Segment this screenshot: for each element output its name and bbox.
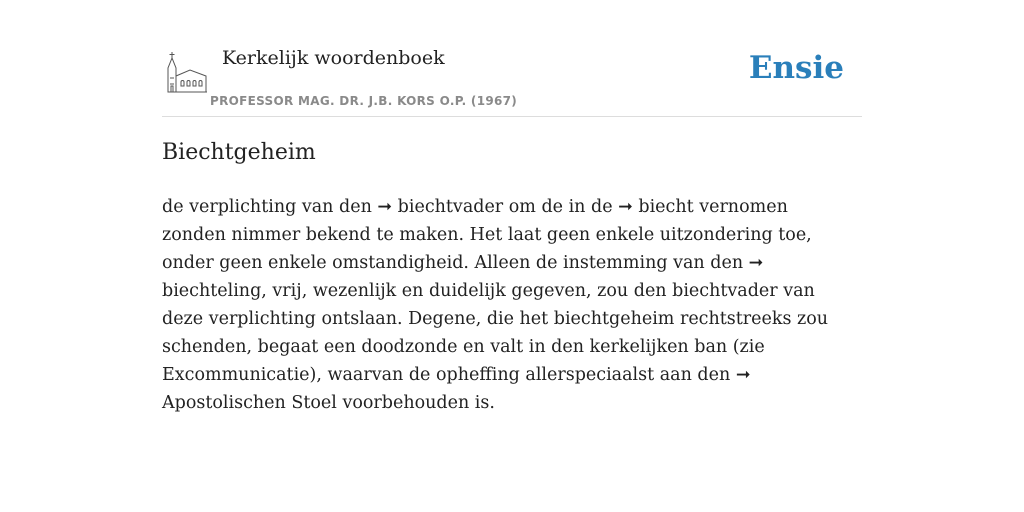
link-label: biechteling	[162, 281, 262, 301]
link-label: biechtvader	[397, 197, 504, 217]
book-title[interactable]: Kerkelijk woordenboek	[222, 47, 445, 69]
author-line: PROFESSOR MAG. DR. J.B. KORS O.P. (1967)	[210, 94, 518, 108]
entry-title: Biechtgeheim	[162, 140, 316, 165]
arrow-icon: ➞	[618, 197, 633, 217]
definition-text: voorbehouden is.	[336, 393, 495, 413]
link-label: Apostolischen Stoel	[162, 393, 337, 413]
link-biecht[interactable]	[618, 197, 694, 217]
arrow-icon: ➞	[377, 197, 393, 217]
church-icon	[166, 50, 208, 94]
link-biechtvader[interactable]	[377, 197, 503, 217]
entry-definition	[162, 193, 842, 417]
definition-text: , vrij, wezenlijk en duidelijk gegeven, zou den biechtvader van deze verplichting ontslaan. Degene, die het biechtgeheim rechtstreeks zou schenden, begaat een doodzonde en valt in den kerkelijken ban (zie Excommunicatie), waarvan de opheffing allerspeciaalst aan den	[162, 281, 829, 385]
header	[162, 44, 862, 117]
link-label: biecht	[638, 197, 694, 217]
definition-text: vernomen zonden nimmer bekend te maken. Het laat geen enkele uitzondering toe, onder geen enkele omstandigheid. Alleen de instemming van den	[162, 197, 812, 273]
arrow-icon: ➞	[748, 253, 764, 273]
definition-text: om de in de	[503, 197, 619, 217]
arrow-icon: ➞	[735, 365, 751, 385]
definition-text: de verplichting van den	[162, 197, 378, 217]
ensie-logo[interactable]: Ensie	[748, 50, 844, 86]
